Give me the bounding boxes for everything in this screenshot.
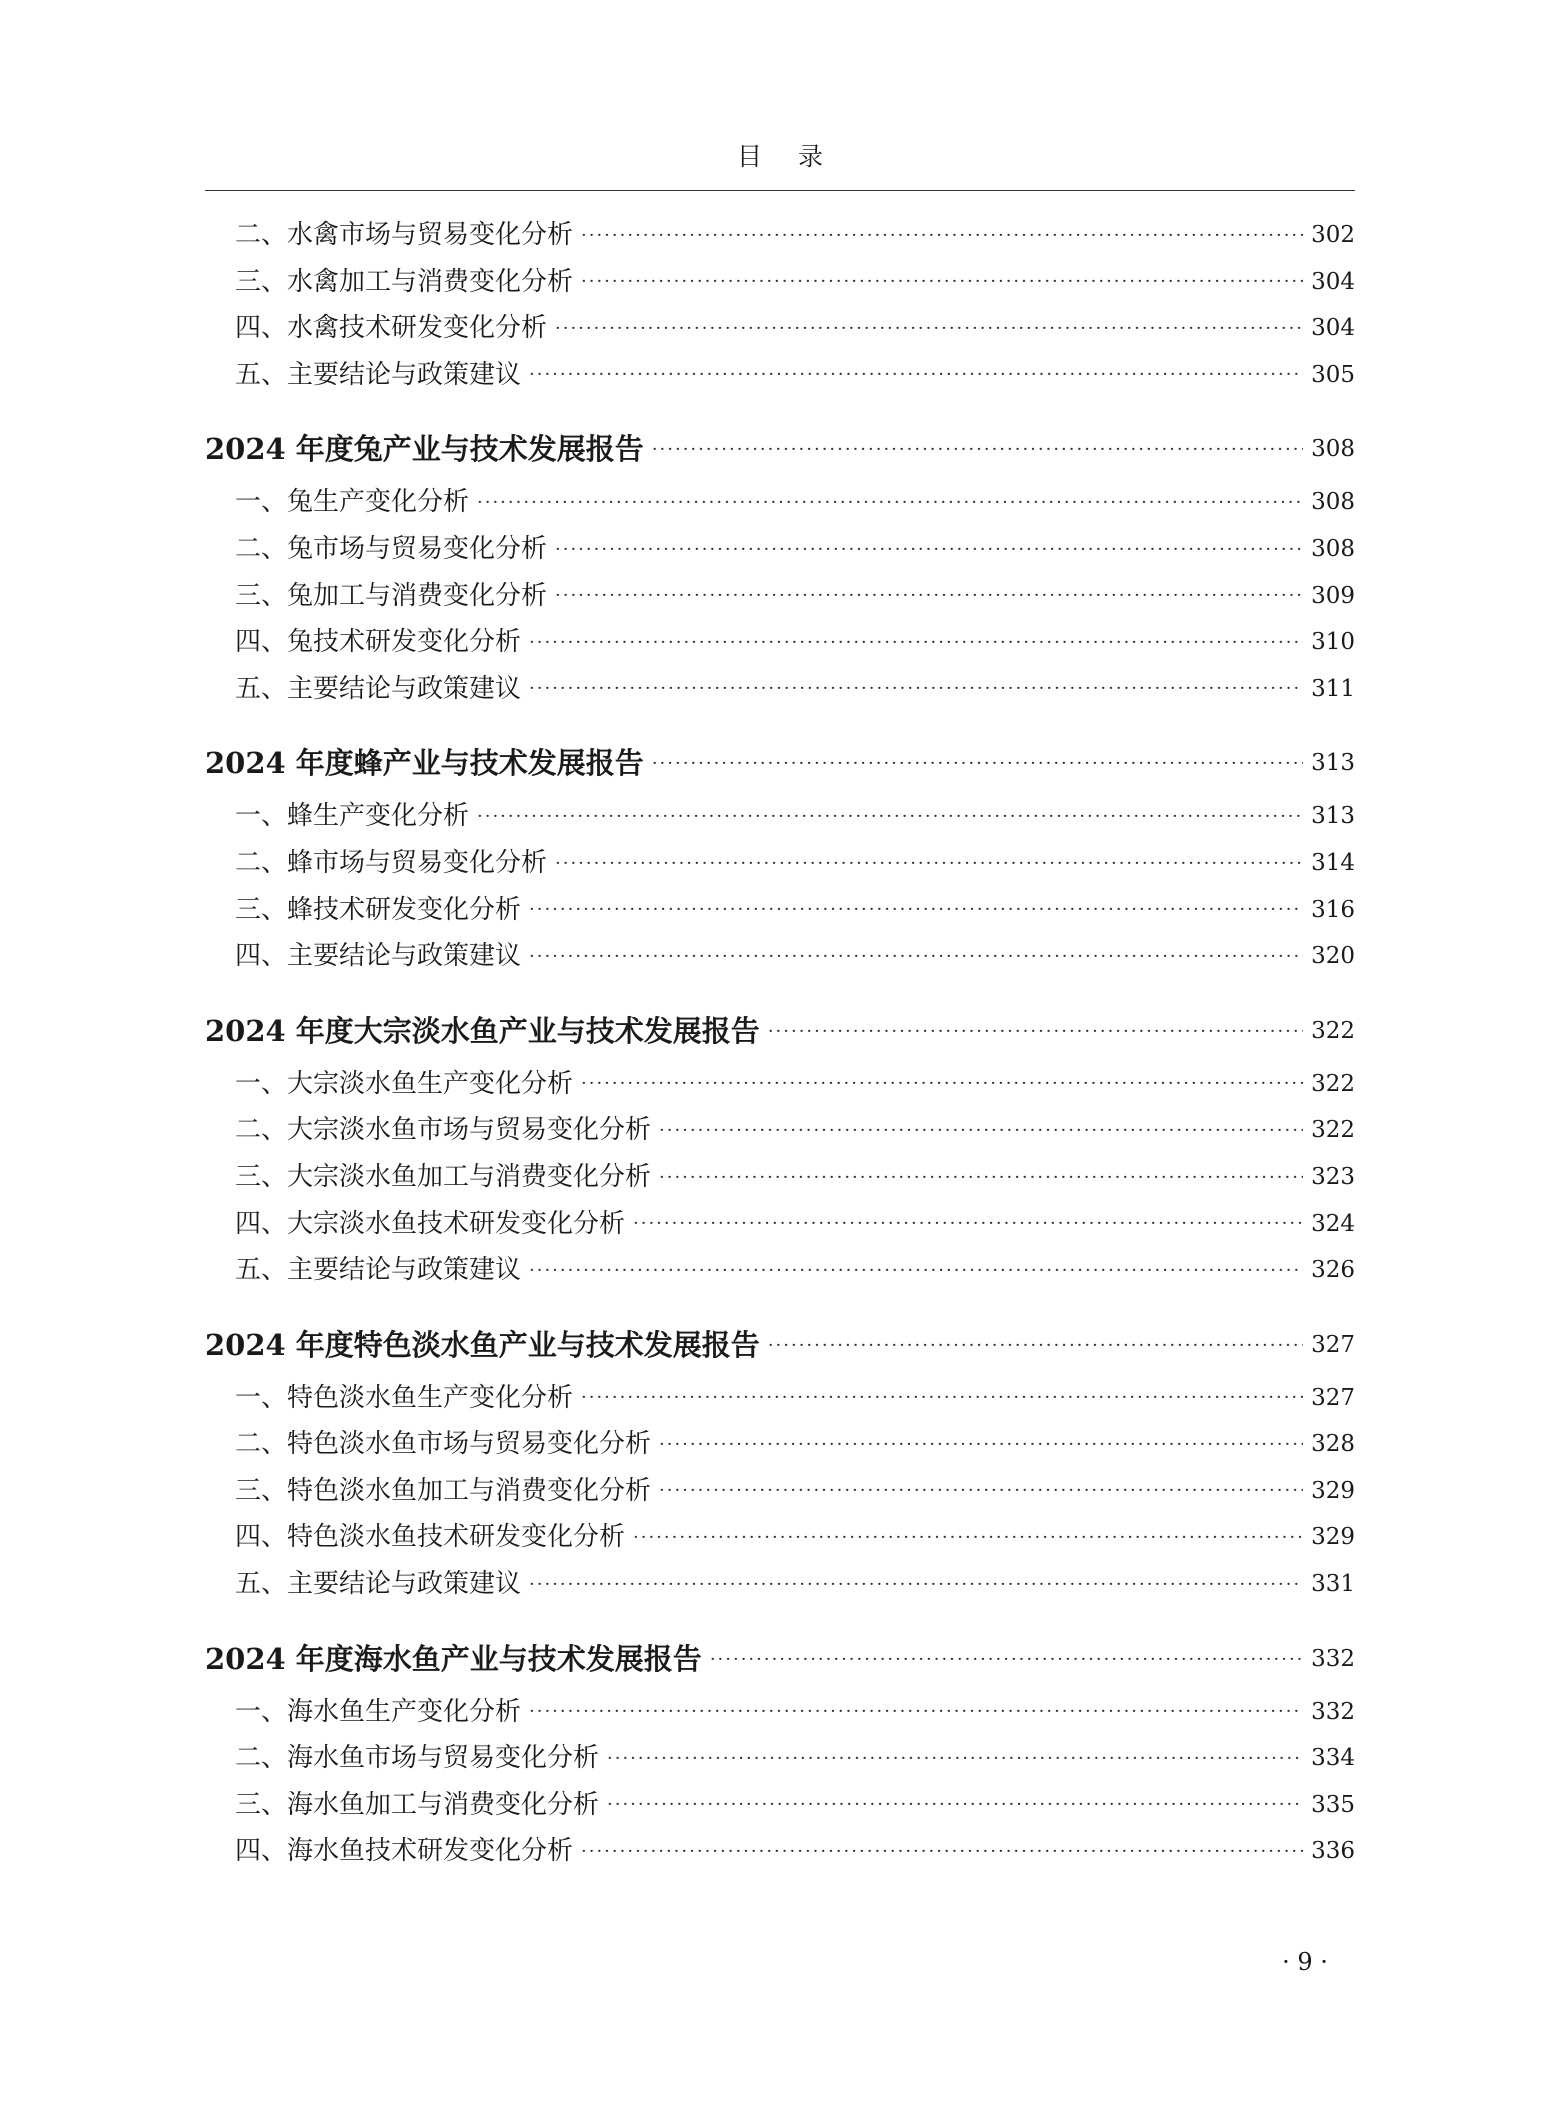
dot-leader [581, 273, 1303, 305]
page-number: 329 [1311, 1524, 1355, 1551]
dot-leader [659, 1482, 1303, 1514]
section-title: 四、特色淡水鱼技术研发变化分析 [235, 1522, 626, 1553]
page-number: 322 [1311, 1117, 1355, 1144]
running-head-title: 目录 [736, 142, 859, 171]
toc-section-entry[interactable] [205, 1468, 1355, 1515]
running-head [205, 140, 1355, 191]
toc-section-entry[interactable] [205, 933, 1355, 980]
toc-section-entry[interactable] [205, 1247, 1355, 1294]
toc-section-entry[interactable] [205, 1375, 1355, 1422]
toc-section-entry[interactable] [205, 259, 1355, 306]
section-title: 五、主要结论与政策建议 [235, 673, 522, 704]
dot-leader [529, 680, 1303, 712]
section-title: 三、水禽加工与消费变化分析 [235, 266, 574, 297]
section-title: 四、兔技术研发变化分析 [235, 627, 522, 658]
page-number: 308 [1311, 489, 1355, 516]
dot-leader [659, 1436, 1303, 1468]
page-number: 336 [1311, 1838, 1355, 1865]
dot-leader [607, 1796, 1303, 1828]
section-title: 三、大宗淡水鱼加工与消费变化分析 [235, 1161, 652, 1192]
toc-chapter-entry[interactable] [205, 1614, 1355, 1689]
dot-leader [477, 494, 1303, 526]
dot-leader [555, 541, 1303, 573]
dot-leader [529, 1576, 1303, 1608]
section-title: 三、海水鱼加工与消费变化分析 [235, 1789, 600, 1820]
dot-leader [529, 1703, 1303, 1735]
page-number: 316 [1311, 896, 1355, 923]
toc-section-entry[interactable] [205, 479, 1355, 526]
section-title: 五、主要结论与政策建议 [235, 359, 522, 390]
section-title: 二、水禽市场与贸易变化分析 [235, 220, 574, 250]
toc-chapter-entry[interactable] [205, 1300, 1355, 1375]
dot-leader [555, 587, 1303, 619]
toc-section-entry[interactable] [205, 619, 1355, 666]
section-title: 三、特色淡水鱼加工与消费变化分析 [235, 1475, 652, 1506]
toc-section-entry[interactable] [205, 305, 1355, 352]
toc-section-entry[interactable] [205, 1201, 1355, 1248]
dot-leader [529, 901, 1303, 933]
page-number: 304 [1311, 315, 1355, 342]
toc-section-entry[interactable] [205, 352, 1355, 399]
section-title: 一、海水鱼生产变化分析 [235, 1696, 522, 1727]
section-title: 二、兔市场与贸易变化分析 [235, 533, 548, 564]
section-title: 二、蜂市场与贸易变化分析 [235, 847, 548, 878]
page-number: 305 [1311, 361, 1355, 388]
section-title: 四、大宗淡水鱼技术研发变化分析 [235, 1208, 626, 1239]
dot-leader [659, 1122, 1303, 1154]
page-folio: · 9 · [1282, 1948, 1328, 1976]
dot-leader [529, 634, 1303, 666]
toc-section-entry[interactable] [205, 1154, 1355, 1201]
section-title: 四、水禽技术研发变化分析 [235, 313, 548, 344]
chapter-title: 2024 年度特色淡水鱼产业与技术发展报告 [205, 1327, 760, 1362]
dot-leader [477, 808, 1303, 840]
page-number: 313 [1311, 750, 1355, 777]
page-number: 335 [1311, 1791, 1355, 1818]
toc-section-entry[interactable] [205, 1735, 1355, 1782]
dot-leader [652, 441, 1303, 479]
dot-leader [581, 227, 1303, 259]
dot-leader [529, 948, 1303, 980]
page-number: 308 [1311, 436, 1355, 463]
toc-section-entry[interactable] [205, 212, 1355, 259]
section-title: 二、大宗淡水鱼市场与贸易变化分析 [235, 1115, 652, 1146]
toc-section-entry[interactable] [205, 573, 1355, 620]
page-number: 324 [1311, 1210, 1355, 1237]
page-number: 327 [1311, 1331, 1355, 1358]
page-number: 329 [1311, 1477, 1355, 1504]
page-number: 309 [1311, 582, 1355, 609]
toc-section-entry[interactable] [205, 1561, 1355, 1608]
toc-section-entry[interactable] [205, 840, 1355, 887]
toc-section-entry[interactable] [205, 1782, 1355, 1829]
section-title: 三、蜂技术研发变化分析 [235, 894, 522, 925]
page-number: 308 [1311, 535, 1355, 562]
dot-leader [529, 366, 1303, 398]
section-title: 五、主要结论与政策建议 [235, 1255, 522, 1286]
chapter-title: 2024 年度大宗淡水鱼产业与技术发展报告 [205, 1013, 760, 1048]
page-number: 326 [1311, 1257, 1355, 1284]
chapter-title: 2024 年度海水鱼产业与技术发展报告 [205, 1641, 702, 1676]
toc-section-entry[interactable] [205, 1421, 1355, 1468]
dot-leader [659, 1169, 1303, 1201]
section-title: 二、海水鱼市场与贸易变化分析 [235, 1743, 600, 1774]
page-number: 332 [1311, 1645, 1355, 1672]
toc-chapter-entry[interactable] [205, 718, 1355, 793]
page-number: 322 [1311, 1070, 1355, 1097]
page-number: 314 [1311, 849, 1355, 876]
toc-chapter-entry[interactable] [205, 404, 1355, 479]
toc-section-entry[interactable] [205, 887, 1355, 934]
page-number: 334 [1311, 1745, 1355, 1772]
dot-leader [633, 1215, 1303, 1247]
page-number: 331 [1311, 1571, 1355, 1598]
toc-section-entry[interactable] [205, 1689, 1355, 1736]
section-title: 三、兔加工与消费变化分析 [235, 580, 548, 611]
dot-leader [768, 1337, 1303, 1375]
toc-section-entry[interactable] [205, 1061, 1355, 1108]
page-number: 302 [1311, 222, 1355, 248]
dot-leader [607, 1750, 1303, 1782]
page-number: 327 [1311, 1384, 1355, 1411]
section-title: 一、大宗淡水鱼生产变化分析 [235, 1068, 574, 1099]
toc-section-entry[interactable] [205, 793, 1355, 840]
page-number: 322 [1311, 1017, 1355, 1044]
dot-leader [555, 855, 1303, 887]
section-title: 二、特色淡水鱼市场与贸易变化分析 [235, 1429, 652, 1460]
dot-leader [710, 1651, 1303, 1689]
section-title: 五、主要结论与政策建议 [235, 1569, 522, 1600]
table-of-contents [205, 212, 1355, 1875]
toc-section-entry[interactable] [205, 1514, 1355, 1561]
toc-section-entry[interactable] [205, 666, 1355, 713]
section-title: 四、海水鱼技术研发变化分析 [235, 1836, 574, 1867]
page-number: 313 [1311, 803, 1355, 830]
dot-leader [555, 320, 1303, 352]
dot-leader [581, 1389, 1303, 1421]
toc-chapter-entry[interactable] [205, 986, 1355, 1061]
section-title: 四、主要结论与政策建议 [235, 941, 522, 972]
page-number: 323 [1311, 1163, 1355, 1190]
dot-leader [652, 755, 1303, 793]
page-number: 304 [1311, 268, 1355, 295]
page-number: 310 [1311, 629, 1355, 656]
page-number: 311 [1311, 675, 1355, 702]
dot-leader [581, 1075, 1303, 1107]
dot-leader [633, 1529, 1303, 1561]
dot-leader [581, 1843, 1303, 1875]
chapter-title: 2024 年度蜂产业与技术发展报告 [205, 746, 644, 781]
toc-section-entry[interactable] [205, 1828, 1355, 1875]
page-number: 328 [1311, 1431, 1355, 1458]
dot-leader [768, 1023, 1303, 1061]
section-title: 一、蜂生产变化分析 [235, 801, 470, 832]
toc-section-entry[interactable] [205, 526, 1355, 573]
section-title: 一、特色淡水鱼生产变化分析 [235, 1382, 574, 1413]
page-number: 320 [1311, 943, 1355, 970]
toc-section-entry[interactable] [205, 1107, 1355, 1154]
dot-leader [529, 1262, 1303, 1294]
section-title: 一、兔生产变化分析 [235, 487, 470, 518]
chapter-title: 2024 年度兔产业与技术发展报告 [205, 432, 644, 467]
page-number: 332 [1311, 1698, 1355, 1725]
